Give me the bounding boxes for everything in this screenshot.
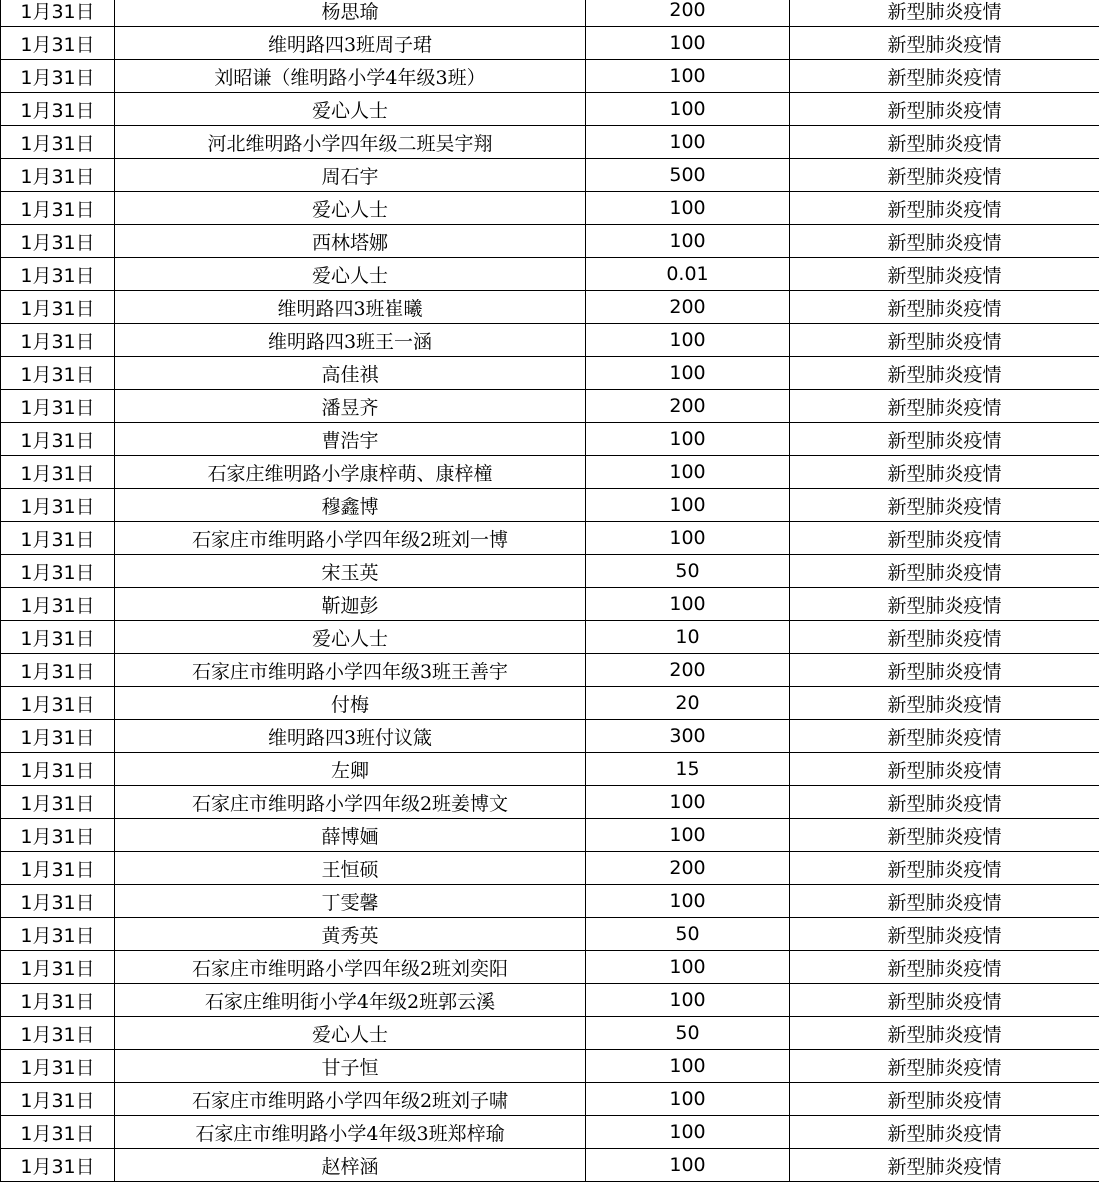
date-cell: 1月31日 xyxy=(1,192,115,225)
donor-cell: 赵梓涵 xyxy=(115,1149,586,1182)
purpose-cell: 新型肺炎疫情 xyxy=(790,93,1099,126)
date-cell: 1月31日 xyxy=(1,159,115,192)
amount-cell: 100 xyxy=(586,1116,790,1149)
amount-cell: 200 xyxy=(586,390,790,423)
purpose-cell: 新型肺炎疫情 xyxy=(790,654,1099,687)
donor-cell: 周石宇 xyxy=(115,159,586,192)
purpose-cell: 新型肺炎疫情 xyxy=(790,225,1099,258)
amount-cell: 100 xyxy=(586,819,790,852)
date-cell: 1月31日 xyxy=(1,60,115,93)
purpose-cell: 新型肺炎疫情 xyxy=(790,27,1099,60)
donor-cell: 左卿 xyxy=(115,753,586,786)
donor-cell: 石家庄市维明路小学四年级2班刘奕阳 xyxy=(115,951,586,984)
amount-cell: 15 xyxy=(586,753,790,786)
donation-table-body xyxy=(1,0,1099,1182)
donor-cell: 宋玉英 xyxy=(115,555,586,588)
date-cell: 1月31日 xyxy=(1,258,115,291)
donor-cell: 爱心人士 xyxy=(115,93,586,126)
donor-cell: 潘昱齐 xyxy=(115,390,586,423)
amount-cell: 50 xyxy=(586,555,790,588)
purpose-cell: 新型肺炎疫情 xyxy=(790,1116,1099,1149)
table-row xyxy=(1,258,1099,291)
amount-cell: 50 xyxy=(586,1017,790,1050)
date-cell: 1月31日 xyxy=(1,1017,115,1050)
table-row xyxy=(1,1116,1099,1149)
amount-cell: 100 xyxy=(586,885,790,918)
date-cell: 1月31日 xyxy=(1,291,115,324)
purpose-cell: 新型肺炎疫情 xyxy=(790,159,1099,192)
amount-cell: 100 xyxy=(586,489,790,522)
amount-cell: 10 xyxy=(586,621,790,654)
date-cell: 1月31日 xyxy=(1,357,115,390)
date-cell: 1月31日 xyxy=(1,489,115,522)
donor-cell: 西林塔娜 xyxy=(115,225,586,258)
donor-cell: 石家庄市维明路小学4年级3班郑梓瑜 xyxy=(115,1116,586,1149)
donor-cell: 爱心人士 xyxy=(115,621,586,654)
donor-cell: 黄秀英 xyxy=(115,918,586,951)
table-row xyxy=(1,423,1099,456)
date-cell: 1月31日 xyxy=(1,1050,115,1083)
donor-cell: 付梅 xyxy=(115,687,586,720)
purpose-cell: 新型肺炎疫情 xyxy=(790,522,1099,555)
table-row xyxy=(1,126,1099,159)
table-row xyxy=(1,291,1099,324)
table-row xyxy=(1,357,1099,390)
purpose-cell: 新型肺炎疫情 xyxy=(790,720,1099,753)
purpose-cell: 新型肺炎疫情 xyxy=(790,555,1099,588)
date-cell: 1月31日 xyxy=(1,819,115,852)
amount-cell: 100 xyxy=(586,225,790,258)
donor-cell: 靳迦彭 xyxy=(115,588,586,621)
amount-cell: 100 xyxy=(586,60,790,93)
amount-cell: 20 xyxy=(586,687,790,720)
purpose-cell: 新型肺炎疫情 xyxy=(790,291,1099,324)
purpose-cell: 新型肺炎疫情 xyxy=(790,852,1099,885)
donor-cell: 曹浩宇 xyxy=(115,423,586,456)
amount-cell: 100 xyxy=(586,126,790,159)
table-row xyxy=(1,456,1099,489)
amount-cell: 100 xyxy=(586,93,790,126)
date-cell: 1月31日 xyxy=(1,522,115,555)
amount-cell: 300 xyxy=(586,720,790,753)
amount-cell: 100 xyxy=(586,456,790,489)
table-row xyxy=(1,588,1099,621)
table-row xyxy=(1,324,1099,357)
donor-cell: 维明路四3班王一涵 xyxy=(115,324,586,357)
table-row xyxy=(1,918,1099,951)
purpose-cell: 新型肺炎疫情 xyxy=(790,621,1099,654)
date-cell: 1月31日 xyxy=(1,1149,115,1182)
amount-cell: 100 xyxy=(586,423,790,456)
date-cell: 1月31日 xyxy=(1,588,115,621)
purpose-cell: 新型肺炎疫情 xyxy=(790,819,1099,852)
table-row xyxy=(1,27,1099,60)
table-row xyxy=(1,786,1099,819)
table-row xyxy=(1,0,1099,27)
purpose-cell: 新型肺炎疫情 xyxy=(790,1149,1099,1182)
donor-cell: 河北维明路小学四年级二班吴宇翔 xyxy=(115,126,586,159)
amount-cell: 100 xyxy=(586,1083,790,1116)
date-cell: 1月31日 xyxy=(1,984,115,1017)
purpose-cell: 新型肺炎疫情 xyxy=(790,951,1099,984)
date-cell: 1月31日 xyxy=(1,687,115,720)
date-cell: 1月31日 xyxy=(1,1083,115,1116)
purpose-cell: 新型肺炎疫情 xyxy=(790,753,1099,786)
purpose-cell: 新型肺炎疫情 xyxy=(790,687,1099,720)
donor-cell: 爱心人士 xyxy=(115,1017,586,1050)
amount-cell: 100 xyxy=(586,786,790,819)
donor-cell: 石家庄维明街小学4年级2班郭云溪 xyxy=(115,984,586,1017)
amount-cell: 100 xyxy=(586,951,790,984)
amount-cell: 100 xyxy=(586,324,790,357)
table-row xyxy=(1,60,1099,93)
purpose-cell: 新型肺炎疫情 xyxy=(790,588,1099,621)
donor-cell: 维明路四3班崔曦 xyxy=(115,291,586,324)
date-cell: 1月31日 xyxy=(1,918,115,951)
donor-cell: 杨思瑜 xyxy=(115,0,586,27)
purpose-cell: 新型肺炎疫情 xyxy=(790,423,1099,456)
purpose-cell: 新型肺炎疫情 xyxy=(790,60,1099,93)
table-row xyxy=(1,489,1099,522)
date-cell: 1月31日 xyxy=(1,654,115,687)
date-cell: 1月31日 xyxy=(1,225,115,258)
date-cell: 1月31日 xyxy=(1,93,115,126)
purpose-cell: 新型肺炎疫情 xyxy=(790,390,1099,423)
table-row xyxy=(1,192,1099,225)
donor-cell: 高佳祺 xyxy=(115,357,586,390)
purpose-cell: 新型肺炎疫情 xyxy=(790,0,1099,27)
amount-cell: 500 xyxy=(586,159,790,192)
purpose-cell: 新型肺炎疫情 xyxy=(790,885,1099,918)
amount-cell: 100 xyxy=(586,1149,790,1182)
table-row xyxy=(1,819,1099,852)
purpose-cell: 新型肺炎疫情 xyxy=(790,918,1099,951)
date-cell: 1月31日 xyxy=(1,0,115,27)
donor-cell: 石家庄市维明路小学四年级2班刘一博 xyxy=(115,522,586,555)
date-cell: 1月31日 xyxy=(1,852,115,885)
purpose-cell: 新型肺炎疫情 xyxy=(790,489,1099,522)
purpose-cell: 新型肺炎疫情 xyxy=(790,192,1099,225)
donor-cell: 穆鑫博 xyxy=(115,489,586,522)
date-cell: 1月31日 xyxy=(1,423,115,456)
amount-cell: 100 xyxy=(586,984,790,1017)
donor-cell: 石家庄市维明路小学四年级2班刘子啸 xyxy=(115,1083,586,1116)
date-cell: 1月31日 xyxy=(1,753,115,786)
amount-cell: 200 xyxy=(586,291,790,324)
amount-cell: 100 xyxy=(586,357,790,390)
table-row xyxy=(1,984,1099,1017)
date-cell: 1月31日 xyxy=(1,786,115,819)
table-row xyxy=(1,1083,1099,1116)
amount-cell: 50 xyxy=(586,918,790,951)
table-row xyxy=(1,885,1099,918)
amount-cell: 100 xyxy=(586,27,790,60)
table-row xyxy=(1,654,1099,687)
purpose-cell: 新型肺炎疫情 xyxy=(790,984,1099,1017)
donor-cell: 石家庄市维明路小学四年级2班姜博文 xyxy=(115,786,586,819)
date-cell: 1月31日 xyxy=(1,951,115,984)
table-row xyxy=(1,390,1099,423)
table-row xyxy=(1,93,1099,126)
table-row xyxy=(1,522,1099,555)
donor-cell: 维明路四3班付议箴 xyxy=(115,720,586,753)
date-cell: 1月31日 xyxy=(1,1116,115,1149)
purpose-cell: 新型肺炎疫情 xyxy=(790,456,1099,489)
date-cell: 1月31日 xyxy=(1,621,115,654)
table-row xyxy=(1,951,1099,984)
amount-cell: 200 xyxy=(586,852,790,885)
donor-cell: 甘子恒 xyxy=(115,1050,586,1083)
donor-cell: 丁雯馨 xyxy=(115,885,586,918)
purpose-cell: 新型肺炎疫情 xyxy=(790,357,1099,390)
purpose-cell: 新型肺炎疫情 xyxy=(790,1017,1099,1050)
donor-cell: 石家庄市维明路小学四年级3班王善宇 xyxy=(115,654,586,687)
purpose-cell: 新型肺炎疫情 xyxy=(790,126,1099,159)
donor-cell: 爱心人士 xyxy=(115,258,586,291)
donor-cell: 石家庄维明路小学康梓萌、康梓橦 xyxy=(115,456,586,489)
table-row xyxy=(1,720,1099,753)
amount-cell: 100 xyxy=(586,1050,790,1083)
donor-cell: 刘昭谦（维明路小学4年级3班） xyxy=(115,60,586,93)
table-row xyxy=(1,1149,1099,1182)
date-cell: 1月31日 xyxy=(1,324,115,357)
table-row xyxy=(1,159,1099,192)
amount-cell: 200 xyxy=(586,654,790,687)
table-row xyxy=(1,1017,1099,1050)
table-row xyxy=(1,225,1099,258)
amount-cell: 100 xyxy=(586,522,790,555)
amount-cell: 200 xyxy=(586,0,790,27)
date-cell: 1月31日 xyxy=(1,720,115,753)
purpose-cell: 新型肺炎疫情 xyxy=(790,258,1099,291)
date-cell: 1月31日 xyxy=(1,390,115,423)
donor-cell: 薛博婳 xyxy=(115,819,586,852)
date-cell: 1月31日 xyxy=(1,555,115,588)
table-row xyxy=(1,753,1099,786)
date-cell: 1月31日 xyxy=(1,456,115,489)
table-row xyxy=(1,555,1099,588)
purpose-cell: 新型肺炎疫情 xyxy=(790,1083,1099,1116)
purpose-cell: 新型肺炎疫情 xyxy=(790,324,1099,357)
table-row xyxy=(1,1050,1099,1083)
purpose-cell: 新型肺炎疫情 xyxy=(790,1050,1099,1083)
amount-cell: 100 xyxy=(586,192,790,225)
amount-cell: 100 xyxy=(586,588,790,621)
amount-cell: 0.01 xyxy=(586,258,790,291)
date-cell: 1月31日 xyxy=(1,27,115,60)
donor-cell: 维明路四3班周子珺 xyxy=(115,27,586,60)
table-row xyxy=(1,687,1099,720)
date-cell: 1月31日 xyxy=(1,126,115,159)
donor-cell: 王恒硕 xyxy=(115,852,586,885)
table-row xyxy=(1,621,1099,654)
purpose-cell: 新型肺炎疫情 xyxy=(790,786,1099,819)
donor-cell: 爱心人士 xyxy=(115,192,586,225)
date-cell: 1月31日 xyxy=(1,885,115,918)
table-row xyxy=(1,852,1099,885)
